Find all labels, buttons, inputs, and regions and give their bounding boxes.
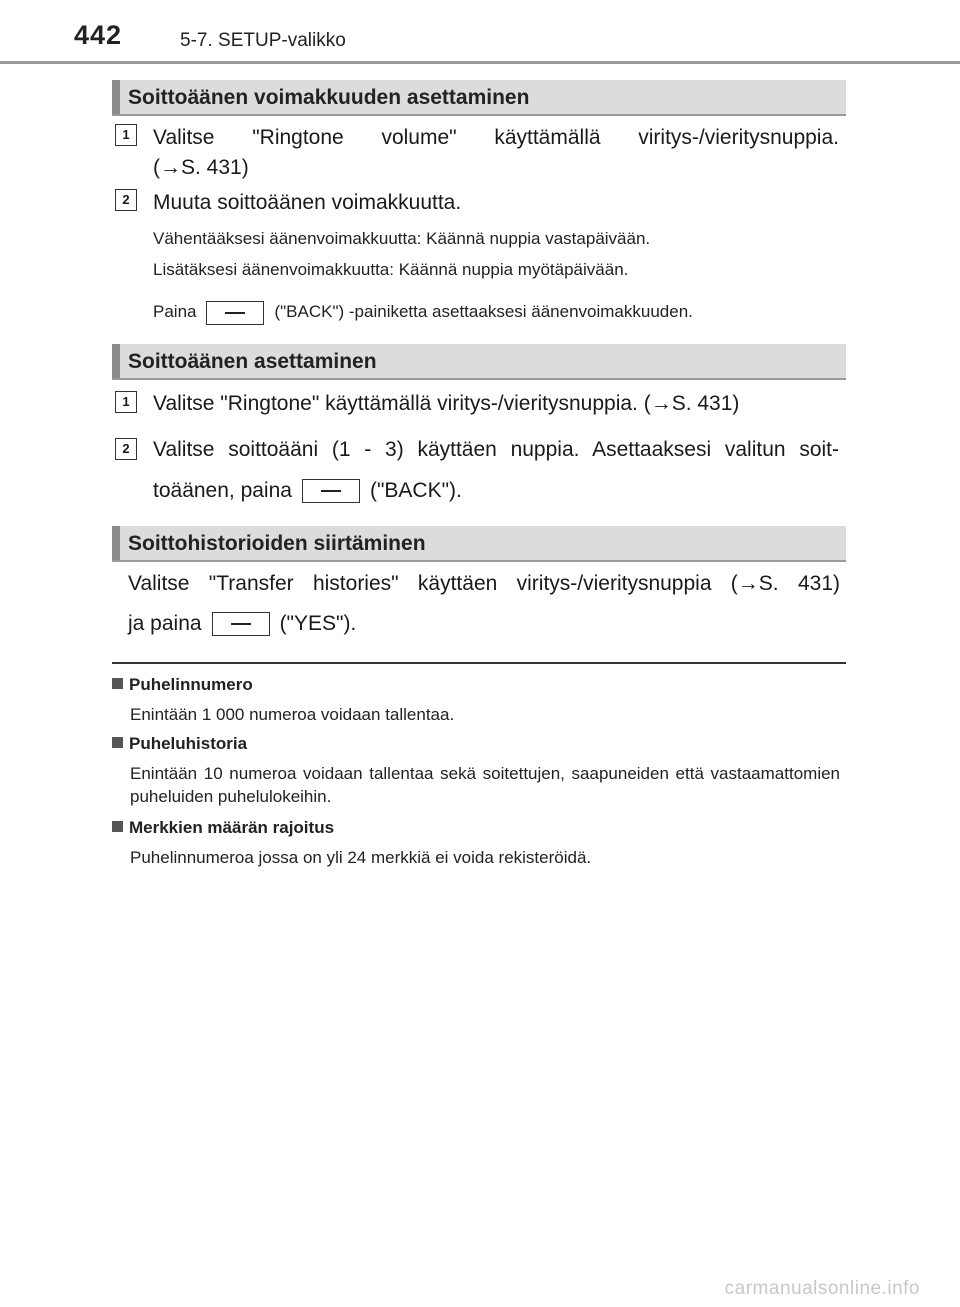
step-cont-after: ("BACK"). — [369, 479, 462, 502]
step-text: Valitse soittoääni (1 - 3) käyttäen nuppia. Asettaaksesi valitun soit- — [153, 438, 839, 461]
note-title-text: Puheluhistoria — [129, 734, 248, 753]
press-line — [153, 298, 693, 326]
section-accent — [112, 80, 120, 114]
note-title — [112, 734, 247, 754]
section-header-ringtone — [112, 344, 846, 380]
yes-button-icon — [212, 612, 270, 636]
press-after: ("BACK") -painiketta asettaaksesi äänenvoimakkuuden. — [274, 302, 693, 321]
note-text: Enintään 1 000 numeroa voidaan tallentaa. — [130, 705, 455, 724]
transfer-line-2 — [128, 604, 840, 644]
note-text: Enintään 10 numeroa voidaan tallentaa sekä soitettujen, saapuneiden että vastaamattomien puheluiden puhelulokeihin. — [130, 764, 840, 806]
step-text: Valitse "Ringtone" käyttämällä viritys-/vieritysnuppia. (→S. 431) — [153, 392, 740, 415]
note-text: Puhelinnumeroa jossa on yli 24 merkkiä ei voida rekisteröidä. — [130, 848, 592, 867]
sub-line: Lisätäksesi äänenvoimakkuutta: Käännä nuppia myötäpäivään. — [153, 260, 629, 279]
divider — [112, 662, 846, 664]
square-bullet-icon — [112, 678, 123, 689]
step-number-1: 1 — [115, 124, 137, 146]
step-cont-before: toäänen, paina — [153, 479, 292, 502]
sub-line: Vähentääksesi äänenvoimakkuutta: Käännä nuppia vastapäivään. — [153, 229, 651, 248]
header-rule — [0, 61, 960, 64]
note-title — [112, 675, 253, 695]
step-number-1: 1 — [115, 391, 137, 413]
step-number-2: 2 — [115, 189, 137, 211]
step-number-2: 2 — [115, 438, 137, 460]
square-bullet-icon — [112, 821, 123, 832]
step-text: Muuta soittoäänen voimakkuutta. — [153, 191, 462, 214]
section-header-transfer-histories — [112, 526, 846, 562]
note-title — [112, 818, 334, 838]
step-reference: (→S. 431) — [153, 156, 249, 179]
section-title: Soittoäänen voimakkuuden asettaminen — [128, 86, 530, 109]
step-text — [153, 121, 839, 155]
section-accent — [112, 344, 120, 378]
transfer-line-1: Valitse "Transfer histories" käyttäen viritys-/vieritysnuppia (→S. 431) — [128, 572, 840, 595]
section-title: Soittohistorioiden siirtäminen — [128, 532, 426, 555]
note-title-text: Puhelinnumero — [129, 675, 253, 694]
watermark: carmanualsonline.info — [724, 1278, 920, 1299]
chapter-title: 5-7. SETUP-valikko — [180, 30, 346, 51]
press-before: Paina — [153, 302, 197, 321]
section-title: Soittoäänen asettaminen — [128, 350, 377, 373]
square-bullet-icon — [112, 737, 123, 748]
section-header-ringtone-volume — [112, 80, 846, 116]
section-accent — [112, 526, 120, 560]
note-title-text: Merkkien määrän rajoitus — [129, 818, 335, 837]
step-text-main: Valitse "Ringtone volume" käyttämällä viritys-/vieritysnuppia. — [153, 126, 839, 149]
transfer-after: ("YES"). — [279, 612, 357, 635]
step-text-continued — [153, 474, 839, 508]
back-button-icon — [302, 479, 360, 503]
page-number: 442 — [74, 20, 123, 50]
transfer-before: ja paina — [128, 612, 202, 635]
back-button-icon — [206, 301, 264, 325]
